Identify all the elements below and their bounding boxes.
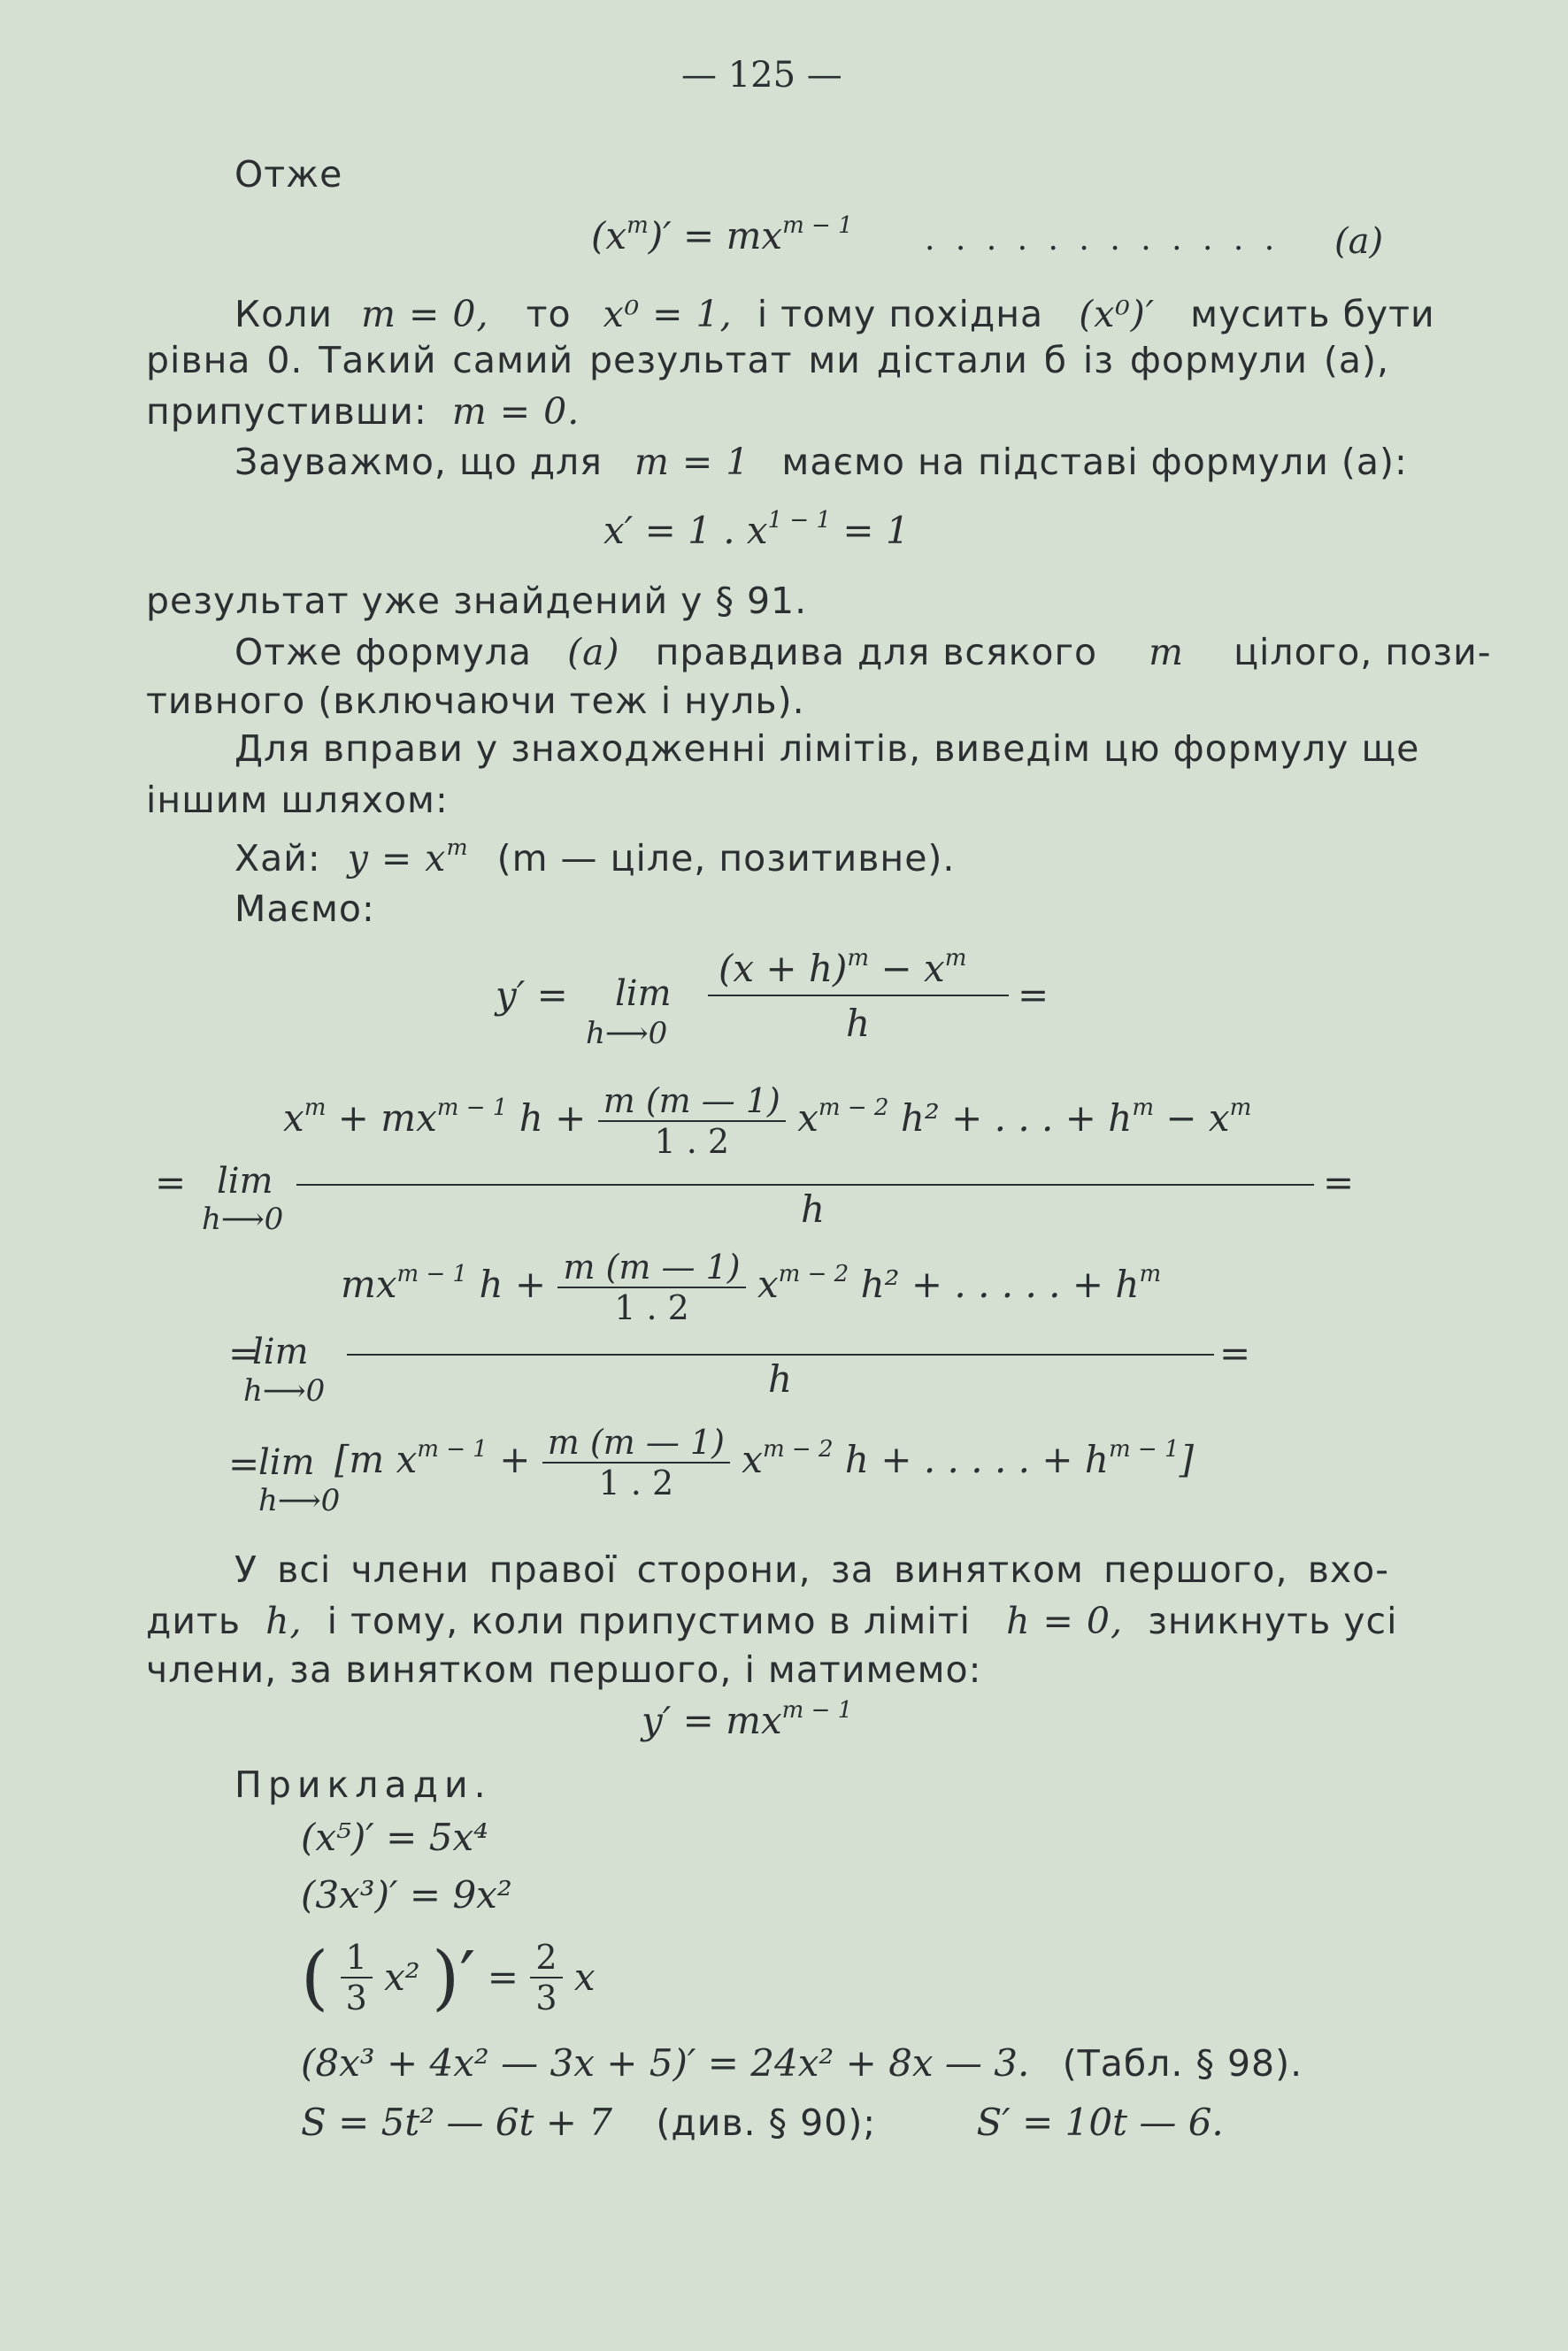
ex3-fraction-1 <box>341 1938 373 2017</box>
p9-h: h, <box>265 1600 303 1642</box>
deriv-lhs: y′ = <box>496 973 568 1017</box>
s1-f-sup: m <box>1229 1094 1252 1121</box>
step1-post: = <box>1323 1161 1355 1204</box>
s2-d-sup: m <box>1139 1260 1162 1287</box>
deriv-num-a: (x + h) <box>719 947 848 990</box>
s3-b: + <box>487 1438 531 1481</box>
p7-b: y = x <box>347 837 447 880</box>
s3-d: h + . . . . . + h <box>833 1438 1109 1481</box>
step3-lim: lim <box>258 1442 315 1483</box>
s1-d: x <box>797 1096 819 1140</box>
p5-e: цілого, пози- <box>1234 631 1492 673</box>
deriv-lim: lim <box>615 973 672 1014</box>
eq-b-a: x′ = 1 . x <box>603 509 768 552</box>
paragraph-khai <box>234 834 955 882</box>
p3-text-a: Зауважмо, що для <box>234 441 603 483</box>
s1-frac-num: m (m — 1) <box>598 1081 786 1122</box>
eq-a-lhs: (x <box>591 214 627 257</box>
step1-lim-sub: h⟶0 <box>202 1202 284 1237</box>
paragraph-maiemo: Маємо: <box>234 887 375 930</box>
paragraph-dlia-vpravy: Для вправи у знаходженні лімітів, виведім цю формулу ще <box>234 727 1420 770</box>
s2-a: mx <box>341 1263 397 1306</box>
s1-c: h + <box>507 1096 587 1140</box>
equation-a <box>591 211 853 257</box>
s3-e: ] <box>1179 1438 1194 1481</box>
s3-a-sup: m − 1 <box>417 1435 488 1463</box>
p5-a: Отже формула <box>234 631 533 673</box>
s1-fraction <box>598 1081 786 1161</box>
step3-lim-sub: h⟶0 <box>258 1483 341 1518</box>
step1-pre: = <box>155 1161 187 1204</box>
paragraph-u-vsi-line1: У всі члени правої сторони, за винятком першого, вхо- <box>234 1548 1389 1591</box>
p2-to: то <box>526 293 572 335</box>
step1-numerator <box>283 1081 1251 1161</box>
p3-m-one: m = 1 <box>634 441 750 483</box>
s2-b: h + <box>467 1263 547 1306</box>
p2-x-zero: x⁰ = 1, <box>603 293 733 335</box>
ex3-f2-num: 2 <box>530 1938 562 1978</box>
ex3-f1-num: 1 <box>341 1938 373 1978</box>
ex4-b: (Табл. § 98). <box>1062 2042 1303 2085</box>
step2-pre: = <box>228 1332 260 1375</box>
example-1: (x⁵)′ = 5x⁴ <box>301 1816 488 1859</box>
eq-a-lhs-sup: m <box>626 211 649 239</box>
eq-a-tag: (a) <box>1334 221 1384 262</box>
deriv-num-sup2: m <box>944 944 967 972</box>
example-2: (3x³)′ = 9x² <box>301 1873 512 1917</box>
eq-a-dots: . . . . . . . . . . . . <box>925 221 1280 257</box>
s2-c-sup: m − 2 <box>778 1260 849 1287</box>
paragraph-koly-line3 <box>146 388 580 435</box>
step2-lim: lim <box>252 1332 309 1372</box>
s2-frac-den: 1 . 2 <box>614 1288 689 1327</box>
ex3-a: x² <box>384 1955 420 1999</box>
p2-musyt: мусить бути <box>1190 293 1435 335</box>
p2-x0-prime: (x⁰)′ <box>1079 293 1156 335</box>
ex3-b: = <box>487 1955 519 1999</box>
s3-a: [m x <box>334 1438 418 1481</box>
p2-koly: Коли <box>234 293 334 335</box>
s2-a-sup: m − 1 <box>396 1260 468 1287</box>
paragraph-otzhe: Отже <box>234 153 343 196</box>
step2-lim-sub: h⟶0 <box>243 1373 326 1409</box>
example-5 <box>301 2099 1224 2147</box>
step1-lim: lim <box>217 1161 273 1202</box>
ex3-f2-den: 3 <box>535 1978 557 2017</box>
ex5-c: S′ = 10t — 6. <box>976 2101 1224 2144</box>
s1-b-sup: m − 1 <box>436 1094 508 1121</box>
s3-d-sup: m − 1 <box>1108 1435 1180 1463</box>
s1-e: h² + . . . + h <box>888 1096 1133 1140</box>
ex5-a: S = 5t² — 6t + 7 <box>301 2101 613 2144</box>
paragraph-zauvazhmo <box>234 438 1408 486</box>
p5-c: правдива для всякого <box>655 631 1098 673</box>
step2-post: = <box>1219 1332 1251 1375</box>
p2-prypustyvshy: припустивши: <box>146 390 427 433</box>
p9-c: h = 0, <box>1006 1600 1124 1642</box>
paragraph-rezultat: результат уже знайдений у § 91. <box>146 580 808 622</box>
deriv-num-sup: m <box>847 944 870 972</box>
ex3-fraction-2 <box>530 1938 562 2017</box>
equation-x-prime <box>603 506 910 552</box>
paragraph-koly-line1 <box>234 290 1435 338</box>
s1-d-sup: m − 2 <box>818 1094 889 1121</box>
s2-c: x <box>757 1263 779 1306</box>
p7-a: Хай: <box>234 837 321 880</box>
eq-a-lhs-end: )′ <box>648 214 672 257</box>
ex4-a: (8x³ + 4x² — 3x + 5)′ = 24x² + 8x — 3. <box>301 2041 1030 2085</box>
s1-f: − x <box>1154 1096 1230 1140</box>
step1-fraction-bar <box>296 1184 1314 1186</box>
step2-denominator: h <box>768 1357 793 1401</box>
result-equation <box>642 1696 853 1742</box>
p9-d: зникнуть усі <box>1148 1600 1398 1642</box>
result-a: y′ = mx <box>642 1699 782 1742</box>
s3-frac-num: m (m — 1) <box>542 1423 730 1464</box>
s1-frac-den: 1 . 2 <box>654 1122 730 1161</box>
examples-title: Приклади. <box>234 1763 492 1806</box>
p9-b: і тому, коли припустимо в ліміті <box>327 1600 972 1642</box>
p2-pokhidna: і тому похідна <box>757 293 1044 335</box>
step3-pre: = <box>228 1442 260 1486</box>
eq-b-sup: 1 − 1 <box>767 506 832 534</box>
paragraph-dlia-vpravy-line2: іншим шляхом: <box>146 779 449 821</box>
paragraph-otzhe-formula <box>234 628 1492 676</box>
eq-a-rhs-sup: m − 1 <box>782 211 853 239</box>
ex5-b: (див. § 90); <box>656 2101 877 2144</box>
s3-c: x <box>742 1438 763 1481</box>
s3-c-sup: m − 2 <box>762 1435 834 1463</box>
p2-m-zero: m = 0, <box>361 293 489 335</box>
step1-denominator: h <box>801 1187 826 1231</box>
deriv-denominator: h <box>846 1002 871 1045</box>
step2-fraction-bar <box>347 1354 1214 1356</box>
s1-a-sup: m <box>304 1094 327 1121</box>
s1-b: + mx <box>326 1096 437 1140</box>
result-sup: m − 1 <box>781 1696 853 1724</box>
ex3-paren-open: ( <box>301 1936 329 2018</box>
step3-body <box>334 1423 1194 1502</box>
p3-text-b: маємо на підставі формули (a): <box>781 441 1408 483</box>
p9-dyt: дить <box>146 1600 242 1642</box>
p7-sup: m <box>446 834 469 861</box>
deriv-eq-end: = <box>1018 973 1049 1017</box>
page-number: — 125 — <box>681 55 842 96</box>
paragraph-u-vsi-line3: члени, за винятком першого, і матимемо: <box>146 1648 982 1691</box>
deriv-num-end: − x <box>869 947 945 990</box>
eq-b-b: = 1 <box>831 509 910 552</box>
step2-numerator <box>341 1248 1161 1327</box>
p2-m-zero-2: m = 0. <box>451 390 580 433</box>
paragraph-u-vsi-line2 <box>146 1597 1398 1645</box>
ex3-paren-close: )′ <box>432 1936 476 2018</box>
s3-frac-den: 1 . 2 <box>598 1464 674 1502</box>
ex3-f1-den: 3 <box>345 1978 367 2017</box>
s3-fraction <box>542 1423 730 1502</box>
eq-a-rhs: = mx <box>671 214 783 257</box>
example-3 <box>301 1936 596 2018</box>
s1-e-sup: m <box>1132 1094 1155 1121</box>
ex3-c: x <box>573 1955 596 1999</box>
p7-c: (m — ціле, позитивне). <box>496 837 956 880</box>
example-4 <box>301 2040 1303 2087</box>
s2-d: h² + . . . . . + h <box>849 1263 1140 1306</box>
paragraph-otzhe-formula-line2: тивного (включаючи теж і нуль). <box>146 680 805 722</box>
s1-a: x <box>283 1096 304 1140</box>
p5-b: (a) <box>567 631 620 673</box>
s2-fraction <box>557 1248 745 1327</box>
p5-d: m <box>1149 631 1185 673</box>
deriv-fraction-bar <box>708 995 1009 996</box>
s2-frac-num: m (m — 1) <box>557 1248 745 1288</box>
deriv-lim-sub: h⟶0 <box>586 1016 668 1051</box>
deriv-numerator <box>719 944 967 990</box>
paragraph-koly-line2: рівна 0. Такий самий результат ми дістали б із формули (a), <box>146 339 1389 381</box>
